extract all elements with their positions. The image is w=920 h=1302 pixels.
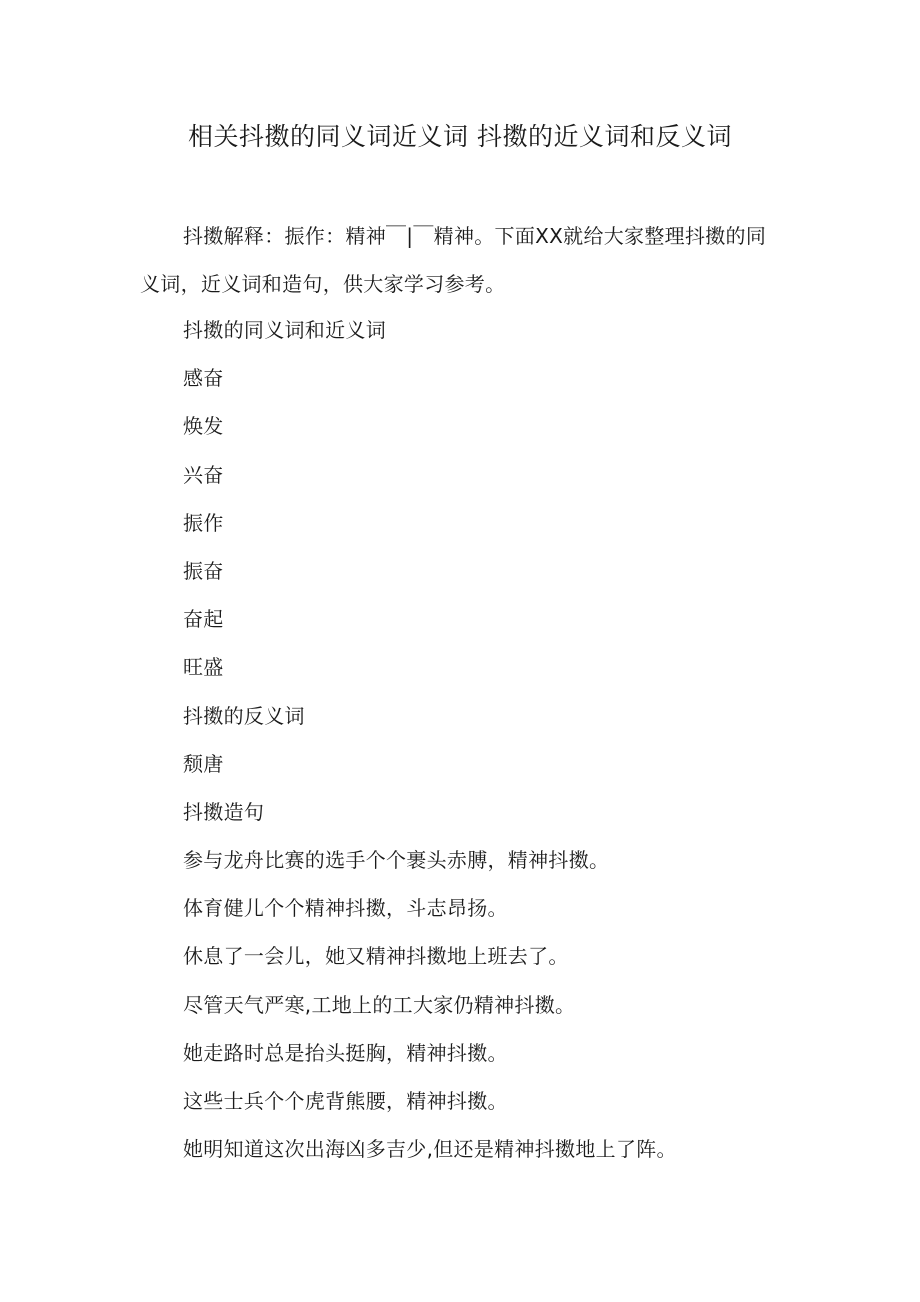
heading-antonyms: 抖擞的反义词	[183, 703, 305, 728]
antonym-item: 颓唐	[183, 751, 224, 776]
example-sentence: 这些士兵个个虎背熊腰，精神抖擞。	[183, 1089, 508, 1113]
example-sentence: 体育健儿个个精神抖擞，斗志昂扬。	[183, 896, 508, 921]
intro-paragraph: 抖擞解释：振作：精神￣|￣精神。下面XX就给大家整理抖擞的同义词，近义词和造句，供大家学习参考。	[140, 224, 767, 296]
heading-example-sentences: 抖擞造句	[183, 799, 265, 824]
synonym-item: 焕发	[183, 414, 224, 439]
content-lines	[183, 306, 803, 1173]
synonym-item: 兴奋	[183, 462, 224, 487]
heading-synonyms: 抖擞的同义词和近义词	[183, 318, 386, 342]
example-sentence: 她明知道这次出海凶多吉少,但还是精神抖擞地上了阵。	[183, 1137, 677, 1162]
synonym-item: 奋起	[183, 607, 224, 632]
synonym-item: 振奋	[183, 558, 224, 583]
example-sentence: 她走路时总是抬头挺胸，精神抖擞。	[183, 1040, 508, 1065]
example-sentence: 休息了一会儿，她又精神抖擞地上班去了。	[183, 944, 569, 969]
synonym-item: 振作	[183, 510, 224, 535]
document-title: 相关抖擞的同义词近义词 抖擞的近义词和反义词	[188, 122, 732, 151]
synonym-item: 感奋	[183, 366, 224, 391]
example-sentence: 尽管天气严寒,工地上的工大家仍精神抖擞。	[183, 992, 576, 1017]
example-sentence: 参与龙舟比赛的选手个个裹头赤膊，精神抖擞。	[183, 848, 610, 873]
synonym-item: 旺盛	[183, 655, 224, 680]
